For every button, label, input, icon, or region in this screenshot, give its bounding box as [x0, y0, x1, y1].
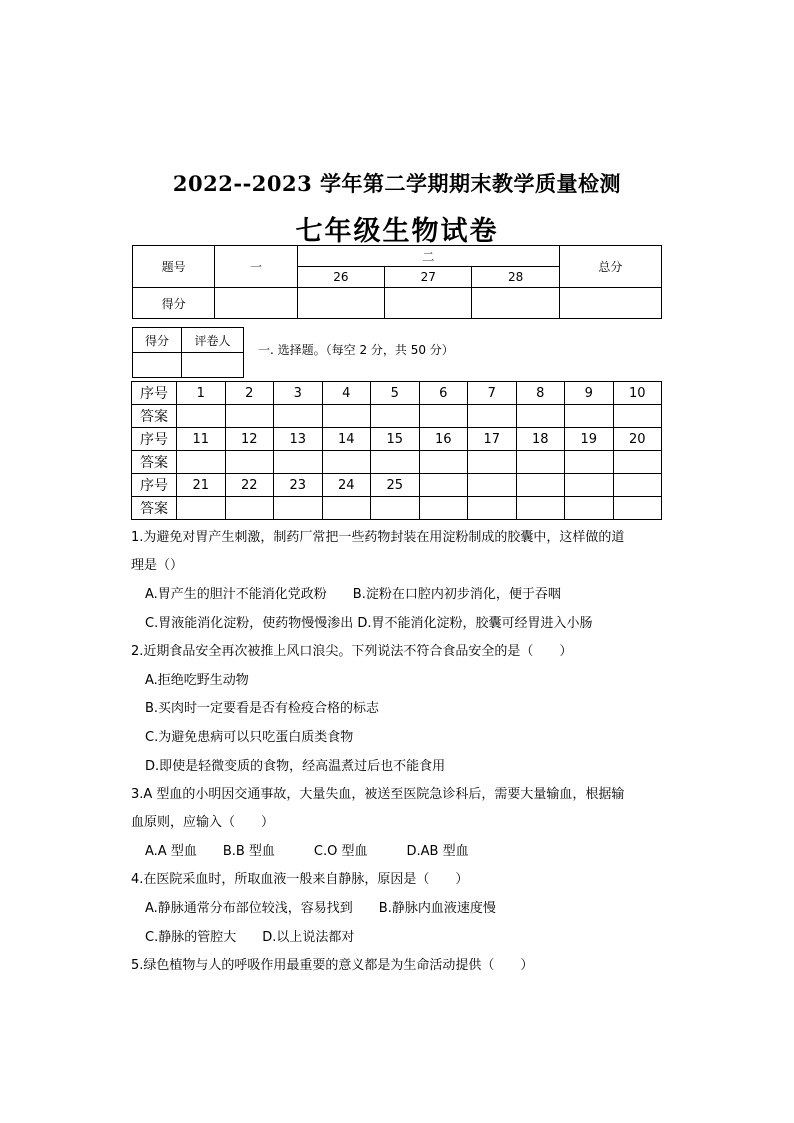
- answer-cell[interactable]: [419, 405, 468, 428]
- grader-score-cell[interactable]: [133, 353, 182, 378]
- question-3-stem-line-1: 3.A 型血的小明因交通事故，大量失血，被送至医院急诊科后，需要大量输血，根据输: [131, 787, 625, 802]
- answer-cell[interactable]: [468, 405, 517, 428]
- question-number-cell: [419, 474, 468, 497]
- question-1-option-line: A.胃产生的胆汁不能消化党政粉 B.淀粉在口腔内初步消化，便于吞咽: [145, 587, 561, 602]
- answer-label: 答案: [132, 405, 177, 428]
- answer-cell[interactable]: [468, 451, 517, 474]
- question-number-cell: 12: [225, 428, 274, 451]
- answer-cell[interactable]: [419, 497, 468, 520]
- question-number-cell: 3: [274, 382, 323, 405]
- question-number-cell: [613, 474, 662, 497]
- answer-cell[interactable]: [565, 451, 614, 474]
- score-cell[interactable]: [472, 288, 559, 319]
- question-1-stem-line-2: 理是（）: [131, 558, 184, 573]
- score-cell[interactable]: [559, 288, 661, 319]
- score-cell[interactable]: [297, 288, 384, 319]
- total-label: 总分: [559, 246, 661, 288]
- grader-name-label: 评卷人: [182, 328, 244, 353]
- question-2-option-line: B.买肉时一定要看是否有检疫合格的标志: [145, 701, 380, 716]
- grader-name-cell[interactable]: [182, 353, 244, 378]
- question-4-stem: 4.在医院采血时，所取血液一般来自静脉，原因是（ ）: [131, 872, 469, 887]
- question-number-cell: [468, 474, 517, 497]
- sub-item-header: 27: [385, 267, 472, 288]
- answer-cell[interactable]: [516, 451, 565, 474]
- answer-cell[interactable]: [274, 497, 323, 520]
- question-1-option-line: C.胃液能消化淀粉，使药物慢慢渗出 D.胃不能消化淀粉，胶囊可经胃进入小肠: [145, 616, 593, 631]
- section-one-heading: 一. 选择题。（每空 2 分，共 50 分）: [258, 343, 454, 357]
- answer-cell[interactable]: [419, 451, 468, 474]
- answer-label: 答案: [132, 451, 177, 474]
- answer-cell[interactable]: [613, 451, 662, 474]
- question-number-cell: 2: [225, 382, 274, 405]
- answer-cell[interactable]: [565, 497, 614, 520]
- question-5-stem: 5.绿色植物与人的呼吸作用最重要的意义都是为生命活动提供（ ）: [131, 958, 534, 973]
- question-2-option-line: A.拒绝吃野生动物: [145, 673, 249, 688]
- answer-cell[interactable]: [322, 497, 371, 520]
- question-number-cell: 11: [177, 428, 226, 451]
- question-number-cell: 6: [419, 382, 468, 405]
- question-number-cell: 17: [468, 428, 517, 451]
- sub-item-header: 28: [472, 267, 559, 288]
- question-number-cell: 5: [371, 382, 420, 405]
- question-2-option-line: C.为避免患病可以只吃蛋白质类食物: [145, 730, 354, 745]
- answer-cell[interactable]: [274, 405, 323, 428]
- exam-title: 2022--2023 学年第二学期期末教学质量检测: [172, 171, 622, 196]
- tihao-label: 题号: [133, 246, 215, 288]
- question-number-cell: 10: [613, 382, 662, 405]
- grader-score-label: 得分: [133, 328, 182, 353]
- answer-cell[interactable]: [177, 405, 226, 428]
- question-number-cell: 23: [274, 474, 323, 497]
- answer-cell[interactable]: [565, 405, 614, 428]
- section-one-header: 一: [215, 246, 297, 288]
- question-4-option-line: A.静脉通常分布部位较浅，容易找到 B.静脉内血液速度慢: [145, 901, 496, 916]
- answer-cell[interactable]: [177, 497, 226, 520]
- question-2-option-line: D.即使是轻微变质的食物，经高温煮过后也不能食用: [145, 759, 446, 774]
- question-number-cell: 21: [177, 474, 226, 497]
- question-number-cell: 18: [516, 428, 565, 451]
- score-cell[interactable]: [385, 288, 472, 319]
- question-number-cell: 16: [419, 428, 468, 451]
- question-3-stem-line-2: 血原则，应输入（ ）: [131, 815, 275, 830]
- section-two-header: 二: [297, 246, 559, 267]
- seq-label: 序号: [132, 474, 177, 497]
- answer-cell[interactable]: [225, 451, 274, 474]
- answer-cell[interactable]: [371, 497, 420, 520]
- exam-subtitle: 七年级生物试卷: [295, 216, 499, 247]
- answer-label: 答案: [132, 497, 177, 520]
- answer-cell[interactable]: [468, 497, 517, 520]
- answer-cell[interactable]: [225, 497, 274, 520]
- question-number-cell: 15: [371, 428, 420, 451]
- question-1-stem-line-1: 1.为避免对胃产生刺激，制药厂常把一些药物封装在用淀粉制成的胶囊中，这样做的道: [131, 530, 625, 545]
- seq-label: 序号: [132, 382, 177, 405]
- answer-cell[interactable]: [613, 405, 662, 428]
- answer-grid: [131, 381, 662, 520]
- answer-cell[interactable]: [613, 497, 662, 520]
- score-summary-table: [132, 245, 662, 319]
- answer-cell[interactable]: [516, 405, 565, 428]
- question-number-cell: 14: [322, 428, 371, 451]
- seq-label: 序号: [132, 428, 177, 451]
- question-number-cell: 24: [322, 474, 371, 497]
- question-number-cell: 25: [371, 474, 420, 497]
- answer-cell[interactable]: [274, 451, 323, 474]
- question-number-cell: [565, 474, 614, 497]
- defen-label: 得分: [133, 288, 215, 319]
- answer-cell[interactable]: [322, 405, 371, 428]
- answer-cell[interactable]: [225, 405, 274, 428]
- question-number-cell: 8: [516, 382, 565, 405]
- question-number-cell: 22: [225, 474, 274, 497]
- question-number-cell: 1: [177, 382, 226, 405]
- answer-cell[interactable]: [322, 451, 371, 474]
- question-number-cell: 4: [322, 382, 371, 405]
- question-2-stem: 2.近期食品安全再次被推上风口浪尖。下列说法不符合食品安全的是（ ）: [131, 644, 573, 659]
- answer-cell[interactable]: [516, 497, 565, 520]
- question-3-option-line: A.A 型血 B.B 型血 C.O 型血 D.AB 型血: [145, 844, 469, 859]
- answer-cell[interactable]: [371, 405, 420, 428]
- answer-cell[interactable]: [371, 451, 420, 474]
- question-number-cell: 19: [565, 428, 614, 451]
- question-number-cell: 9: [565, 382, 614, 405]
- question-number-cell: 7: [468, 382, 517, 405]
- question-number-cell: 13: [274, 428, 323, 451]
- sub-item-header: 26: [297, 267, 384, 288]
- score-cell[interactable]: [215, 288, 297, 319]
- question-number-cell: 20: [613, 428, 662, 451]
- grader-box: [132, 327, 244, 378]
- question-number-cell: [516, 474, 565, 497]
- answer-cell[interactable]: [177, 451, 226, 474]
- question-4-option-line: C.静脉的管腔大 D.以上说法都对: [145, 930, 355, 945]
